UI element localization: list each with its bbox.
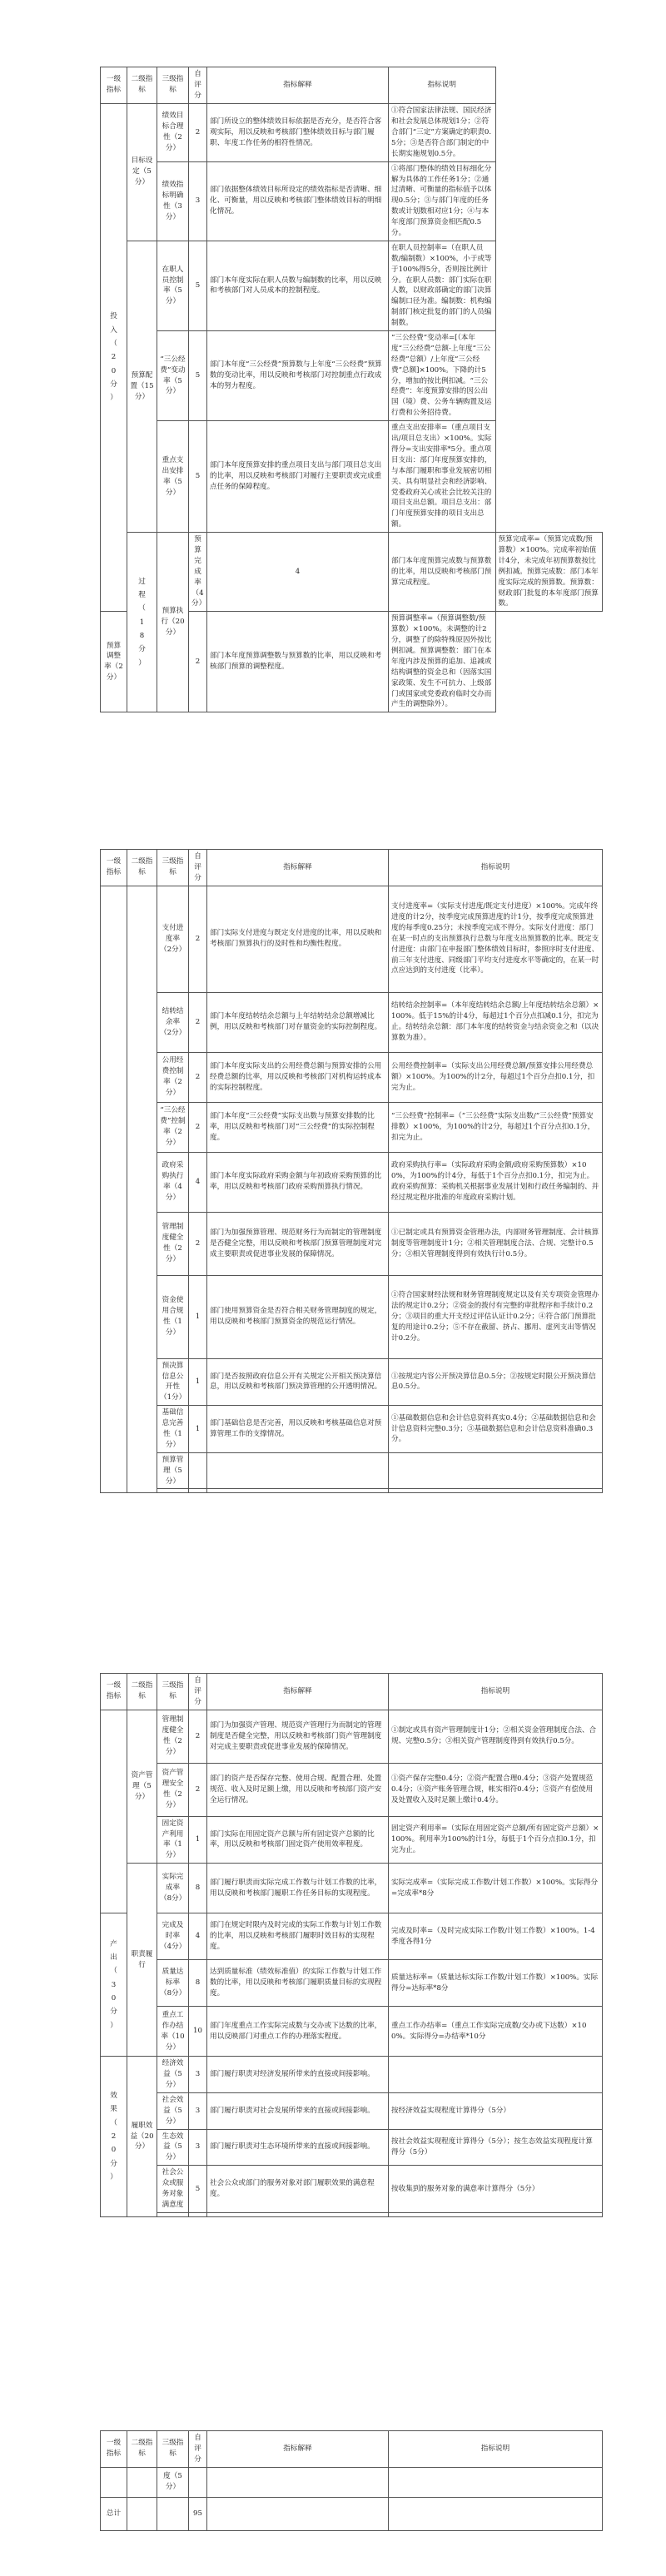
- header-row: [101, 850, 603, 886]
- table-cell: ①已制定或具有预算资金管理办法，内部财务管理制度、会计核算制度等管理制度计1分；②相关管理制度合法、合规、完整计0.5分；③相关管理制度得到有效执行计0.5分。: [389, 1212, 603, 1275]
- column-header: 一级指标: [101, 850, 127, 886]
- table-row: [101, 331, 603, 421]
- table-cell: 按社会效益实现程度计算得分（5分）；按生态效益实现程度计算得分（5分）: [389, 2129, 603, 2166]
- column-header: 指标说明: [389, 2431, 603, 2468]
- table-row: [101, 1816, 603, 1864]
- table-cell: [189, 2467, 207, 2497]
- table-cell: [157, 2212, 189, 2216]
- table-row: [101, 1710, 603, 1763]
- table-cell: 经济效益（5分）: [157, 2057, 189, 2093]
- table-cell: 2: [189, 103, 207, 161]
- column-header: 二级指标: [127, 67, 157, 104]
- column-header: 三级指标: [157, 2431, 189, 2468]
- table-cell: ①基础数据信息和会计信息资料真实0.4分；②基础数据信息和会计信息资料完整0.3分；③基础数据信息和会计信息资料准确0.3分。: [389, 1406, 603, 1453]
- table-cell: ①按规定内容公开预决算信息0.5分；②按规定时限公开预决算信息0.5分。: [389, 1358, 603, 1406]
- table-cell: 重点工作办结率=（重点工作实际完成数/交办或下达数）×100%。实际得分=办结率*10分: [389, 2007, 603, 2057]
- table-row: [101, 1489, 603, 1493]
- table-cell: [189, 1452, 207, 1489]
- table-cell: 过 程 （ 1 8 分 ）: [127, 533, 157, 712]
- table-cell: ①将部门整体的绩效目标细化分解为具体的工作任务1分；②通过清晰、可衡量的指标值予以体现0.5分；③与部门年度的任务数或计划数相对应1分；④与本年度部门预算资金相匹配0.5分。: [389, 161, 496, 241]
- table-row: [101, 2497, 603, 2530]
- table-cell: [207, 1452, 389, 1489]
- column-header: 一级指标: [101, 67, 127, 104]
- table-cell: 履职效益（20分）: [127, 2057, 157, 2217]
- table-cell: [189, 1489, 207, 1493]
- table-cell: 5: [189, 421, 207, 533]
- table-cell: 社会公众或部门的服务对象对部门履职效果的满意程度。: [207, 2166, 389, 2213]
- table-cell: 在职人员控制率=（在职人员数/编制数）×100%，小于或等于100%得5分，否则按比例计分。在职人员数：部门实际在职人数，以财政部确定的部门决算编制口径为准。编制数：机构编制部门核定批复的部门的人员编制数。: [389, 241, 496, 330]
- column-header: 自评分: [189, 67, 207, 104]
- table-cell: ①资产保存完整0.4分；②资产配置合理0.4分；③资产处置规范0.4分；④资产账务管理合规，帐实相符0.4分；⑤资产有偿使用及处置收入及时足额上缴计0.4分。: [389, 1763, 603, 1816]
- table-cell: 公用经费控制率=（实际支出公用经费总额/预算安排公用经费总额）×100%。为100%的计2分，每超过1个百分点扣0.1分，扣完为止。: [389, 1052, 603, 1102]
- header-row: [101, 1674, 603, 1710]
- column-header: 一级指标: [101, 1674, 127, 1710]
- table-cell: 5: [189, 331, 207, 421]
- table-cell: 部门本年度预算完成数与预算数的比率，用以反映和考核部门预算完成程度。: [389, 533, 496, 612]
- table-cell: 部门的资产是否保存完整、使用合规、配置合理、处置规范、收入及时足额上缴，用以反映和考核部门资产安全运行情况。: [207, 1763, 389, 1816]
- column-header: 指标解释: [207, 67, 389, 104]
- table-section-2: [100, 849, 603, 1493]
- table-cell: 预算调整率=（预算调整数/预算数）×100%。未调整的计2分，调整了的除特殊原因外按比例扣减。预算调整数：部门在本年度内涉及预算的追加、追减或结构调整的资金总和（因落实国家政策、发生不可抗力、上级部门或国家或党委政府临时交办而产生的调整除外）。: [389, 612, 496, 712]
- table-cell: 资产管理（5分）: [127, 1710, 157, 1864]
- table-cell: 完成及时率（4分）: [157, 1913, 189, 1960]
- table-cell: 部门履行职责对生态环境所带来的直接或间接影响。: [207, 2129, 389, 2166]
- table-cell: 按经济效益实现程度计算得分（5分）: [389, 2092, 603, 2129]
- table-cell: 生态效益（5分）: [157, 2129, 189, 2166]
- table-cell: 支付进度率=（实际支付进度/既定支付进度）×100%。完成年终进度的计2分，按季度完成预算进度的计1分，按季度完成预算进度的每季度0.25分；未按季度完成不得分。实际支付进度：部门在某一时点的支出预算执行总数与年度支出预算数的比率。既定支付进度：由部门在申报部门整体绩效目标时，参照序时支付进度、前三年支付进度、同级部门平均支付进度水平等确定的，在某一时点应达到的支付进度（比率）。: [389, 886, 603, 992]
- table-cell: “三公经费”控制率（2分）: [157, 1102, 189, 1152]
- table-cell: 部门实际支付进度与既定支付进度的比率，用以反映和考核部门预算执行的及时性和均衡性程度。: [207, 886, 389, 992]
- table-cell: 预算完成率（4分）: [189, 533, 207, 612]
- table-cell: 1: [189, 1358, 207, 1406]
- table-cell: 目标设定（5分）: [127, 103, 157, 241]
- table-cell: 预算调整率（2分）: [101, 612, 127, 712]
- table-cell: 部门依据整体绩效目标所设定的绩效指标是否清晰、细化、可衡量，用以反映和考核部门整体绩效目标的明细化情况。: [207, 161, 389, 241]
- table-cell: 资产管理安全性（2分）: [157, 1763, 189, 1816]
- table-cell: 部门本年度“三公经费”实际支出数与预算安排数的比率，用以反映和考核部门对“三公经费”的实际控制程度。: [207, 1102, 389, 1152]
- table-row: [101, 1102, 603, 1152]
- column-header: 指标解释: [207, 1674, 389, 1710]
- table-cell: 3: [189, 2092, 207, 2129]
- table-cell: 固定资产利用率=（实际在用固定资产总额/所有固定资产总额）×100%。利用率为100%的计1分，每低于1个百分点扣0.1分，扣完为止。: [389, 1816, 603, 1864]
- table-cell: 1: [189, 1275, 207, 1358]
- table-row: [101, 1763, 603, 1816]
- table-row: [101, 161, 603, 241]
- table-cell: 2: [189, 1763, 207, 1816]
- table-cell: 度（5分）: [157, 2467, 189, 2497]
- table-cell: 4: [189, 1152, 207, 1212]
- table-cell: 2: [189, 1102, 207, 1152]
- table-row: [101, 1452, 603, 1489]
- table-row: [101, 2467, 603, 2497]
- table-cell: 2: [189, 1710, 207, 1763]
- table-row: [101, 1152, 603, 1212]
- table-row: [101, 886, 603, 992]
- column-header: 一级指标: [101, 2431, 127, 2468]
- column-header: 二级指标: [127, 850, 157, 886]
- table-cell: 部门本年度预算调整数与预算数的比率，用以反映和考核部门预算的调整程度。: [207, 612, 389, 712]
- table-cell: 5: [189, 2166, 207, 2213]
- table-cell: 重点支出安排率=（重点项目支出/项目总支出）×100%。实际得分=支出安排率*5分。重点项目支出：部门年度预算安排的，与本部门履职和事业发展密切相关、具有明显社会和经济影响、党委政府关心或社会比较关注的项目支出总额。项目总支出：部门年度预算安排的项目支出总额。: [389, 421, 496, 533]
- table-cell: 质量达标率=（质量达标实际工作数/计划工作数）×100%。实际得分=达标率*8分: [389, 1960, 603, 2007]
- table-cell: 按收集到的服务对象的满意率计算得分（5分）: [389, 2166, 603, 2213]
- table-row: [101, 2166, 603, 2213]
- table-cell: 预算管理（5分）: [157, 1452, 189, 1489]
- table-cell: 3: [189, 161, 207, 241]
- table-cell: 固定资产利用率（1分）: [157, 1816, 189, 1864]
- table-cell: 2: [189, 886, 207, 992]
- table-cell: 社会效益（5分）: [157, 2092, 189, 2129]
- table-cell: [207, 2497, 389, 2530]
- table-cell: 2: [189, 992, 207, 1052]
- table-cell: 在职人员控制率（5分）: [157, 241, 189, 330]
- table-cell: 部门使用预算资金是否符合相关财务管理制度的规定，用以反映和考核部门预算资金的规范运行情况。: [207, 1275, 389, 1358]
- column-header: 指标说明: [389, 850, 603, 886]
- table-row: [101, 103, 603, 161]
- table-cell: 预决算信息公开性（1分）: [157, 1358, 189, 1406]
- header-row: [101, 2431, 603, 2468]
- table-cell: 部门所设立的整体绩效目标依据是否充分，是否符合客观实际，用以反映和考核部门整体绩效目标与部门履职、年度工作任务的相符性情况。: [207, 103, 389, 161]
- table-cell: 部门本年度“三公经费”预算数与上年度“三公经费”预算数的变动比率，用以反映和考核部门对控制重点行政成本的努力程度。: [207, 331, 389, 421]
- table-cell: [189, 2212, 207, 2216]
- table-cell: [157, 2497, 189, 2530]
- table-cell: 重点支出安排率（5分）: [157, 421, 189, 533]
- table-cell: [101, 2467, 127, 2497]
- table-cell: 预算执行（20分）: [157, 533, 189, 712]
- table-row: [101, 1052, 603, 1102]
- column-header: 自评分: [189, 1674, 207, 1710]
- column-header: 指标解释: [207, 850, 389, 886]
- column-header: 三级指标: [157, 850, 189, 886]
- table-cell: [207, 1489, 389, 1493]
- table-row: [101, 992, 603, 1052]
- table-row: [101, 2007, 603, 2057]
- table-row: [101, 421, 603, 533]
- table-cell: ①符合国家财经法规和财务管理制度规定以及有关专项资金管理办法的规定计0.2分；②资金的拨付有完整的审批程序和手续计0.2分；③项目的重大开支经过评估认证计0.2分；④符合部门预算批复的用途计0.2分；⑤不存在截留、挤占、挪用、虚列支出等情况计0.2分。: [389, 1275, 603, 1358]
- table-cell: 社会公众或服务对象满意度: [157, 2166, 189, 2213]
- table-cell: “三公经费”控制率=（“三公经费”实际支出数/“三公经费”预算安排数）×100%，为100%的计2分，每超过1个百分点扣0.1分，扣完为止。: [389, 1102, 603, 1152]
- table-cell: 基础信息完善性（1分）: [157, 1406, 189, 1453]
- table-cell: [389, 2467, 603, 2497]
- table-cell: 部门是否按照政府信息公开有关规定公开相关预决算信息，用以反映和考核部门预决算管理的公开透明情况。: [207, 1358, 389, 1406]
- table-cell: ①符合国家法律法规、国民经济和社会发展总体规划1分；②符合部门“三定”方案确定的职责0.5分；③是否符合部门制定的中长期实施规划0.5分。: [389, 103, 496, 161]
- table-cell: 政府采购执行率（4分）: [157, 1152, 189, 1212]
- table-row: [101, 1406, 603, 1453]
- table-cell: 结转结余控制率=（本年度结转结余总额/上年度结转结余总额）×100%。低于15%的计4分，每超过1个百分点扣减0.1分，扣完为止。结转结余总额：部门本年度的结转资金与结余资金之和（以决算数为准）。: [389, 992, 603, 1052]
- table-cell: 3: [189, 2057, 207, 2093]
- table-cell: 总计: [101, 2497, 127, 2530]
- column-header: 指标说明: [389, 67, 496, 104]
- table-cell: [389, 2057, 603, 2093]
- table-row: [101, 1864, 603, 1913]
- table-cell: 部门本年度实际支出的公用经费总额与预算安排的公用经费总额的比率，用以反映和考核部门对机构运转成本的实际控制程度。: [207, 1052, 389, 1102]
- table-cell: 预算完成率=（预算完成数/预算数）×100%。完成率初始值计4分，未完成年初预算数按比例扣减。预算完成数：部门本年度实际完成的预算数。预算数：财政部门批复的本年度部门预算数。: [495, 533, 603, 612]
- table-cell: [207, 2212, 389, 2216]
- table-cell: 10: [189, 2007, 207, 2057]
- table-cell: 部门为加强资产管理、规范资产管理行为而制定的管理制度是否健全完整，用以反映和考核部门资产管理制度对完成主要职责或促进事业发展的保障情况。: [207, 1710, 389, 1763]
- table-cell: 产 出 （ 3 0 分 ）: [101, 1913, 127, 2057]
- table-cell: 预算配置（15分）: [127, 241, 157, 532]
- table-cell: 实际完成率=（实际完成工作数/计划工作数）×100%。实际得分=完成率*8分: [389, 1864, 603, 1913]
- table-cell: “三公经费”变动率=[（本年度“三公经费”总额-上年度“三公经费”总额）/上年度“三公经费”总额]×100%。下降的计5分，增加的按比例扣减。“三公经费”：年度预算安排的因公出国（境）费、公务车辆购置及运行费和公务招待费。: [389, 331, 496, 421]
- table-cell: [207, 2467, 389, 2497]
- table-cell: 部门基础信息是否完善，用以反映和考核基础信息对预算管理工作的支撑情况。: [207, 1406, 389, 1453]
- table-row: [101, 2212, 603, 2216]
- table-cell: 效 果 （ 2 0 分 ）: [101, 2057, 127, 2217]
- table-cell: [157, 1489, 189, 1493]
- table-cell: 部门实际在用固定资产总额与所有固定资产总额的比率，用以反映和考核部门固定资产使用效率程度。: [207, 1816, 389, 1864]
- table-cell: 部门本年度结转结余总额与上年结转结余总额增减比例，用以反映和考核部门对存量资金的实际控制程度。: [207, 992, 389, 1052]
- column-header: 指标说明: [389, 1674, 603, 1710]
- table-section-3: [100, 1673, 603, 2217]
- table-cell: 绩效目标合理性（2分）: [157, 103, 189, 161]
- table-row: [101, 1275, 603, 1358]
- table-row: [101, 2092, 603, 2129]
- table-row: [101, 241, 603, 330]
- table-cell: 2: [189, 1212, 207, 1275]
- table-section-1: [100, 67, 603, 712]
- column-header: 三级指标: [157, 1674, 189, 1710]
- table-cell: 95: [189, 2497, 207, 2530]
- table-cell: 部门履行职责对社会发展所带来的直接或间接影响。: [207, 2092, 389, 2129]
- table-row: [101, 2129, 603, 2166]
- table-cell: [101, 1710, 127, 1913]
- table-cell: ①制定或具有资产管理制度计1分；②相关资金管理制度合法、合规、完整0.5分；③相关资产管理制度得到有效执行0.5分。: [389, 1710, 603, 1763]
- table-cell: [127, 2467, 157, 2497]
- table-cell: 完成及时率=（及时完成实际工作数/计划工作数）×100%。1-4季度各得1分: [389, 1913, 603, 1960]
- table-row: [101, 533, 603, 612]
- column-header: 三级指标: [157, 67, 189, 104]
- table-cell: “三公经费”变动率（5分）: [157, 331, 189, 421]
- column-header: 自评分: [189, 850, 207, 886]
- table-cell: 达到质量标准（绩效标准值）的实际工作数与计划工作数的比率，用以反映和考核部门履职质量目标的实现程度。: [207, 1960, 389, 2007]
- table-cell: 4: [207, 533, 389, 612]
- table-cell: 政府采购执行率=（实际政府采购金额/政府采购预算数）×100%，为100%的计4分，每低于1个百分点扣0.1分，扣完为止。政府采购预算：采购机关根据事业发展计划和行政任务编制的、并经过规定程序批准的年度政府采购计划。: [389, 1152, 603, 1212]
- table-cell: 部门本年度实际在职人员数与编制数的比率，用以反映和考核部门对人员成本的控制程度。: [207, 241, 389, 330]
- table-cell: 支付进度率（2分）: [157, 886, 189, 992]
- table-cell: 实际完成率（8分）: [157, 1864, 189, 1913]
- table-cell: 部门本年度预算安排的重点项目支出与部门项目总支出的比率，用以反映和考核部门对履行主要职责或完成重点任务的保障程度。: [207, 421, 389, 533]
- table-cell: [389, 2212, 603, 2216]
- table-cell: [127, 886, 157, 1493]
- table-cell: 部门履行职责而实际完成工作数与计划工作数的比率，用以反映和考核部门履职工作任务目标的实现程度。: [207, 1864, 389, 1913]
- table-cell: [127, 2497, 157, 2530]
- table-row: [101, 1212, 603, 1275]
- table-cell: 8: [189, 1960, 207, 2007]
- table-cell: 2: [189, 1052, 207, 1102]
- table-cell: 部门履行职责对经济发展所带来的直接或间接影响。: [207, 2057, 389, 2093]
- table-row: [101, 2057, 603, 2093]
- table-cell: 投 入 （ 2 0 分 ）: [101, 103, 127, 612]
- table-row: [101, 1358, 603, 1406]
- table-cell: [101, 886, 127, 1493]
- table-cell: 4: [189, 1913, 207, 1960]
- table-cell: [389, 1452, 603, 1489]
- table-cell: 重点工作办结率（10分）: [157, 2007, 189, 2057]
- column-header: 指标解释: [207, 2431, 389, 2468]
- table-cell: [389, 2497, 603, 2530]
- table-cell: 部门在规定时限内及时完成的实际工作数与计划工作数的比率，用以反映和考核部门履职时效目标的实现程度。: [207, 1913, 389, 1960]
- table-cell: 结转结余率（2分）: [157, 992, 189, 1052]
- column-header: 二级指标: [127, 1674, 157, 1710]
- table-cell: 2: [189, 612, 207, 712]
- table-cell: 资金使用合规性（1分）: [157, 1275, 189, 1358]
- table-cell: [389, 1489, 603, 1493]
- header-row: [101, 67, 603, 104]
- table-cell: 管理制度健全性（2分）: [157, 1710, 189, 1763]
- table-cell: 质量达标率（8分）: [157, 1960, 189, 2007]
- table-cell: 管理制度健全性（2分）: [157, 1212, 189, 1275]
- table-cell: 1: [189, 1406, 207, 1453]
- table-cell: 公用经费控制率（2分）: [157, 1052, 189, 1102]
- table-cell: 3: [189, 2129, 207, 2166]
- table-cell: 8: [189, 1864, 207, 1913]
- table-row: [101, 1960, 603, 2007]
- table-cell: 部门本年度实际政府采购金额与年初政府采购预算的比率，用以反映和考核部门政府采购预算执行情况。: [207, 1152, 389, 1212]
- table-cell: 部门年度重点工作实际完成数与交办或下达数的比率，用以反映部门对重点工作的办理落实程度。: [207, 2007, 389, 2057]
- table-cell: 部门为加强预算管理、规范财务行为而制定的管理制度是否健全完整，用以反映和考核部门预算管理制度对完成主要职责或促进事业发展的保障情况。: [207, 1212, 389, 1275]
- column-header: 二级指标: [127, 2431, 157, 2468]
- column-header: 自评分: [189, 2431, 207, 2468]
- table-section-4: [100, 2430, 603, 2531]
- table-cell: 绩效指标明确性（3分）: [157, 161, 189, 241]
- table-cell: 职责履行: [127, 1864, 157, 2057]
- table-cell: 5: [189, 241, 207, 330]
- table-cell: 1: [189, 1816, 207, 1864]
- table-row: [101, 1913, 603, 1960]
